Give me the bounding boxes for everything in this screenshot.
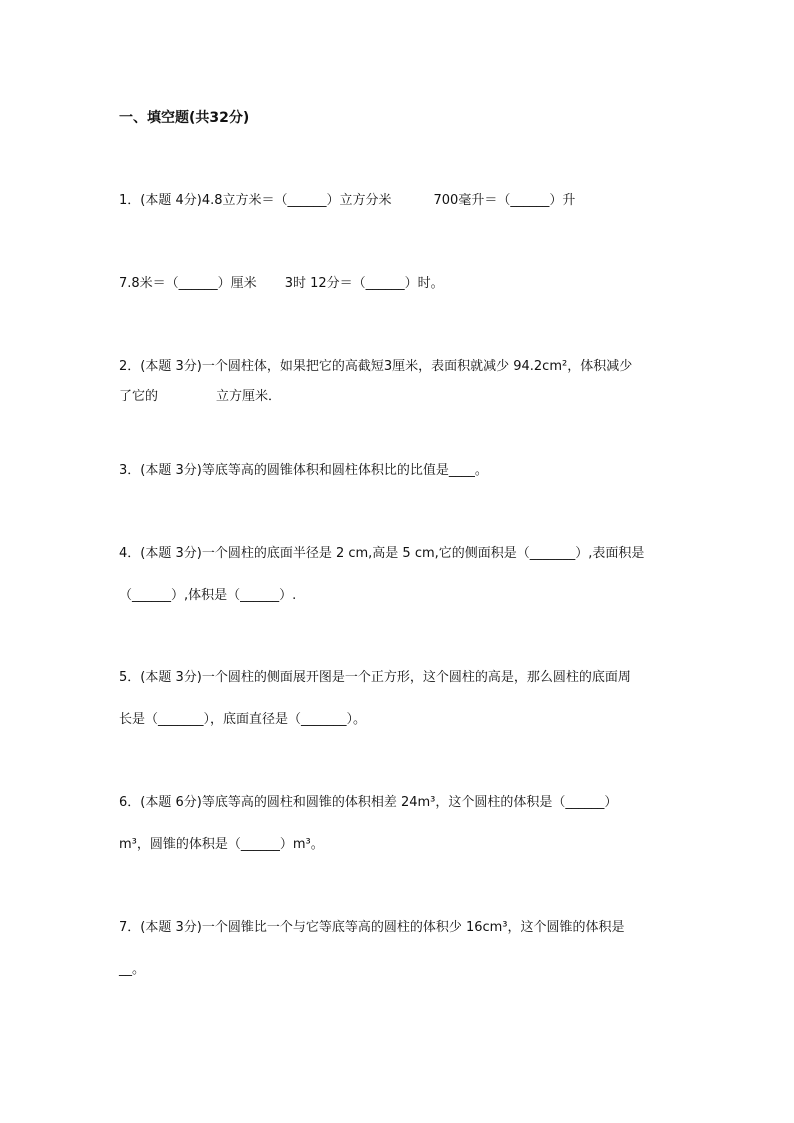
question-1-part-b: 700毫升＝（______）升 — [433, 193, 576, 208]
question-6-line-1: 6．(本题 6分)等底等高的圆柱和圆锥的体积相差 24m³，这个圆柱的体积是（______） — [119, 795, 618, 810]
question-1-line-2 — [119, 274, 444, 294]
question-1-part-d: 3时 12分＝（______）时。 — [284, 276, 444, 291]
question-5-line-1: 5．(本题 3分)一个圆柱的侧面展开图是一个正方形，这个圆柱的高是，那么圆柱的底面周 — [119, 670, 631, 685]
question-1-part-a: 1．(本题 4分)4.8立方米＝（______）立方分米 — [119, 193, 392, 208]
question-5-line-2: 长是（_______），底面直径是（_______）。 — [119, 712, 367, 727]
question-6-line-2: m³，圆锥的体积是（______）m³。 — [119, 837, 324, 852]
question-4-line-2: （______）,体积是（______）. — [119, 588, 297, 603]
question-2-part-a: 了它的 — [119, 389, 159, 404]
section-title: 一、填空题(共32分) — [119, 110, 250, 126]
question-2-part-b: 立方厘米． — [216, 389, 282, 404]
question-1-part-c: 7.8米＝（______）厘米 — [119, 276, 257, 291]
question-4-line-1: 4．(本题 3分)一个圆柱的底面半径是 2 cm,高是 5 cm,它的侧面积是（_______）,表面积是 — [119, 546, 645, 561]
question-1-line-1 — [119, 191, 575, 211]
question-7-line-1: 7．(本题 3分)一个圆锥比一个与它等底等高的圆柱的体积少 16cm³，这个圆锥的体积是 — [119, 920, 625, 935]
question-3-line-1: 3．(本题 3分)等底等高的圆锥体积和圆柱体积比的比值是____。 — [119, 463, 488, 478]
question-7-line-2: __。 — [119, 962, 146, 977]
question-2-line-2 — [119, 387, 281, 407]
question-2-line-1: 2．(本题 3分)一个圆柱体，如果把它的高截短3厘米，表面积就减少 94.2cm²，体积减少 — [119, 359, 633, 374]
